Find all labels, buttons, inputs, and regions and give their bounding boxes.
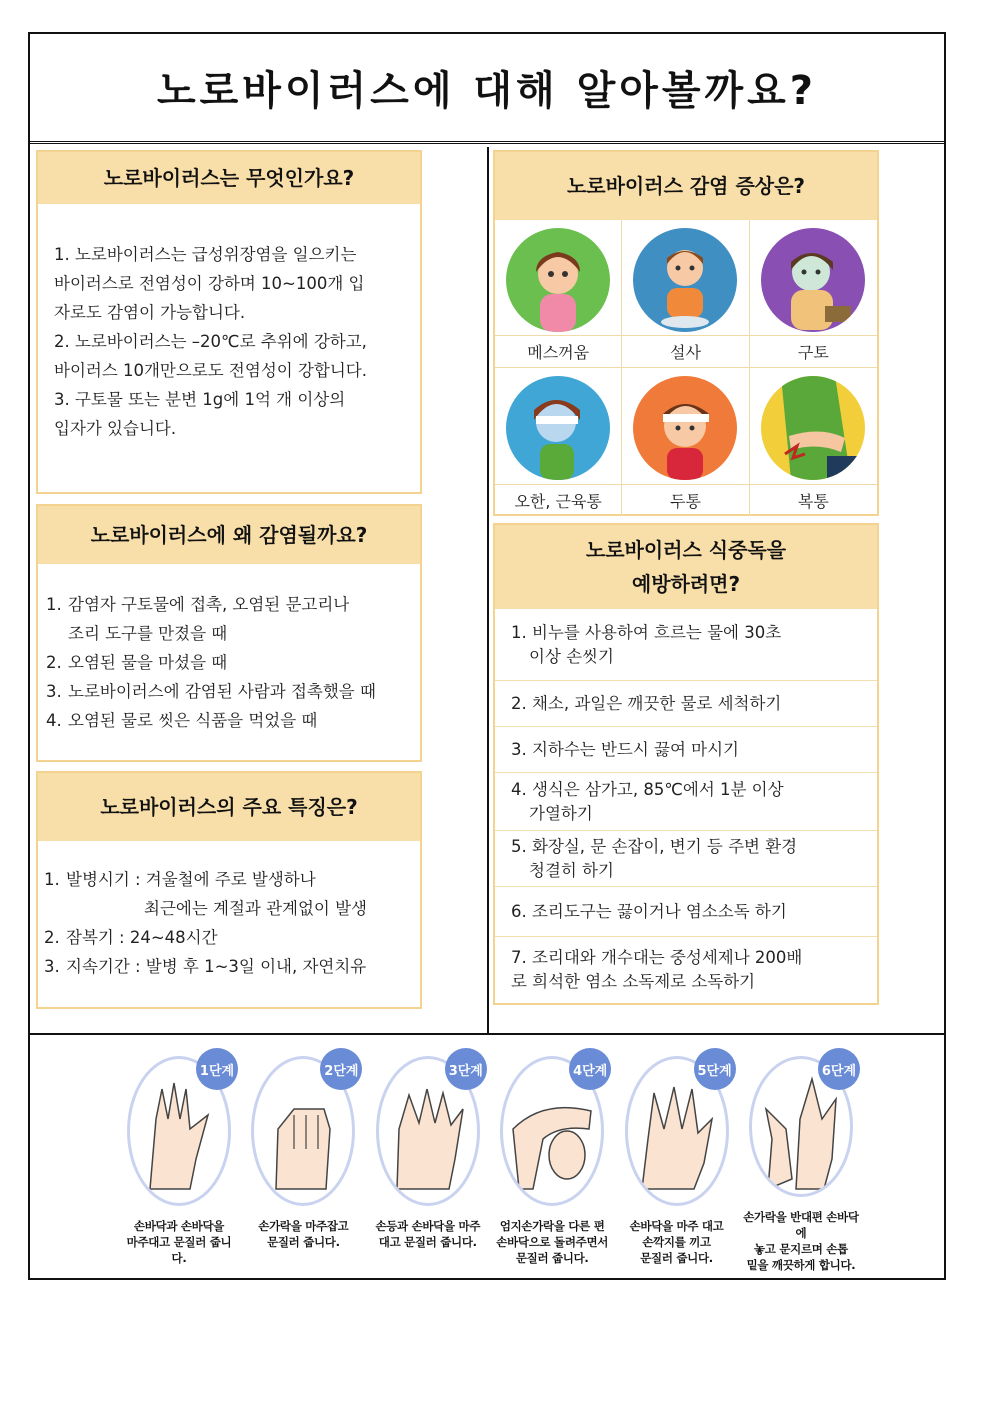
step-caption bbox=[496, 1218, 608, 1266]
what-line: 2. 노로바이러스는 –20℃로 추위에 강하고, bbox=[54, 332, 367, 351]
handwash-step bbox=[120, 1048, 238, 1273]
list-text: 지속기간 : 발병 후 1~3일 이내, 자연치유 bbox=[66, 957, 367, 976]
list-number: 1. bbox=[46, 595, 62, 614]
title-box bbox=[30, 34, 944, 144]
diarrhea-icon bbox=[633, 228, 737, 332]
step-badge: 4단계 bbox=[569, 1048, 611, 1090]
list-text: 오염된 물을 마셨을 때 bbox=[68, 653, 228, 672]
symptom-card bbox=[622, 220, 749, 368]
caption-line: 손가락을 반대편 손바닥에 bbox=[743, 1210, 859, 1240]
what-line: 바이러스로 전염성이 강하며 10~100개 입 bbox=[54, 274, 365, 293]
prevention-text: 청결히 하기 bbox=[529, 860, 614, 880]
why-infected-heading: 노로바이러스에 왜 감염될까요? bbox=[38, 506, 420, 564]
handwash-steps bbox=[120, 1048, 860, 1273]
caption-line: 마주대고 문질러 줍니다. bbox=[126, 1235, 232, 1265]
step-badge: 6단계 bbox=[818, 1048, 860, 1090]
step-badge: 3단계 bbox=[445, 1048, 487, 1090]
prevention-text: 3. 지하수는 반드시 끓여 마시기 bbox=[511, 739, 739, 759]
prevention-item bbox=[495, 887, 877, 937]
caption-line: 놓고 문지르며 손톱 bbox=[754, 1242, 848, 1256]
prevention-text: 5. 화장실, 문 손잡이, 변기 등 주변 환경 bbox=[511, 836, 798, 856]
caption-line: 대고 문질러 줍니다. bbox=[378, 1235, 477, 1249]
list-text: 노로바이러스에 감염된 사람과 접촉했을 때 bbox=[68, 682, 376, 701]
symptom-label: 복통 bbox=[750, 484, 877, 516]
prevention-heading bbox=[495, 525, 877, 609]
list-number: 3. bbox=[46, 682, 62, 701]
prevention-item bbox=[495, 831, 877, 887]
what-line: 1. 노로바이러스는 급성위장염을 일으키는 bbox=[54, 245, 357, 264]
caption-line: 문질러 줍니다. bbox=[515, 1251, 589, 1265]
step-caption bbox=[375, 1218, 480, 1250]
prevention-text: 2. 채소, 과일은 깨끗한 물로 세척하기 bbox=[511, 693, 782, 713]
list-text: 조리 도구를 만졌을 때 bbox=[68, 624, 228, 643]
what-is-box bbox=[36, 150, 422, 494]
symptom-card bbox=[750, 368, 877, 516]
list-item bbox=[46, 706, 412, 735]
list-text: 감염자 구토물에 접촉, 오염된 문고리나 bbox=[68, 595, 350, 614]
section-divider bbox=[30, 1033, 944, 1035]
stomachache-icon bbox=[761, 376, 865, 480]
list-item bbox=[46, 677, 412, 706]
list-number: 1. bbox=[44, 870, 60, 889]
prevention-item bbox=[495, 609, 877, 681]
handwash-step bbox=[742, 1048, 860, 1273]
symptoms-heading: 노로바이러스 감염 증상은? bbox=[495, 152, 877, 220]
caption-line: 손깍지를 끼고 bbox=[642, 1235, 711, 1249]
features-box bbox=[36, 771, 422, 1009]
nausea-icon bbox=[506, 228, 610, 332]
list-number: 2. bbox=[46, 653, 62, 672]
symptom-label: 설사 bbox=[622, 335, 748, 367]
symptom-card bbox=[750, 220, 877, 368]
prevention-box bbox=[493, 523, 879, 1005]
list-text: 잠복기 : 24~48시간 bbox=[66, 928, 218, 947]
caption-line: 손가락을 마주잡고 bbox=[258, 1219, 349, 1233]
list-text: 오염된 물로 씻은 식품을 먹었을 때 bbox=[68, 711, 318, 730]
list-item bbox=[44, 952, 416, 981]
handwash-step bbox=[369, 1048, 487, 1273]
caption-line: 밑을 깨끗하게 합니다. bbox=[746, 1258, 856, 1272]
what-line: 바이러스 10개만으로도 전염성이 강합니다. bbox=[54, 361, 367, 380]
symptom-card bbox=[622, 368, 749, 516]
step-caption bbox=[630, 1218, 724, 1266]
list-item bbox=[44, 923, 416, 952]
what-line: 입자가 있습니다. bbox=[54, 419, 177, 438]
caption-line: 손바닥과 손바닥을 bbox=[133, 1219, 225, 1233]
prevention-text: 7. 조리대와 개수대는 중성세제나 200배 bbox=[511, 948, 803, 967]
step-badge: 2단계 bbox=[320, 1048, 362, 1090]
step-badge: 1단계 bbox=[196, 1048, 238, 1090]
list-text: 최근에는 계절과 관계없이 발생 bbox=[144, 899, 367, 918]
prevention-heading-line: 노로바이러스 식중독을 bbox=[585, 538, 787, 562]
handwash-step bbox=[493, 1048, 611, 1273]
step-caption bbox=[120, 1218, 238, 1266]
list-item bbox=[46, 590, 412, 648]
handwash-step bbox=[244, 1048, 362, 1273]
caption-line: 손등과 손바닥을 마주 bbox=[375, 1219, 481, 1233]
page-title: 노로바이러스에 대해 알아볼까요? bbox=[156, 68, 817, 114]
caption-line: 엄지손가락을 다른 편 bbox=[499, 1219, 605, 1233]
caption-line: 손바닥으로 돌려주면서 bbox=[496, 1235, 609, 1249]
step-badge: 5단계 bbox=[694, 1048, 736, 1090]
chills-icon bbox=[506, 376, 610, 480]
features-body bbox=[38, 841, 420, 981]
caption-line: 문질러 줍니다. bbox=[640, 1251, 713, 1265]
list-text: 발병시기 : 겨울철에 주로 발생하나 bbox=[66, 870, 316, 889]
what-line: 자로도 감염이 가능합니다. bbox=[54, 303, 246, 322]
column-divider bbox=[487, 147, 489, 1034]
prevention-item bbox=[495, 727, 877, 773]
what-is-heading: 노로바이러스는 무엇인가요? bbox=[38, 152, 420, 204]
step-caption bbox=[258, 1218, 348, 1250]
prevention-item bbox=[495, 937, 877, 1003]
prevention-text: 로 희석한 염소 소독제로 소독하기 bbox=[511, 972, 756, 991]
list-number: 3. bbox=[44, 957, 60, 976]
prevention-item bbox=[495, 681, 877, 727]
features-heading: 노로바이러스의 주요 특징은? bbox=[38, 773, 420, 841]
prevention-item bbox=[495, 773, 877, 831]
symptom-label: 메스꺼움 bbox=[495, 335, 621, 367]
prevention-text: 4. 생식은 삼가고, 85℃에서 1분 이상 bbox=[511, 779, 784, 799]
prevention-text: 1. 비누를 사용하여 흐르는 물에 30초 bbox=[511, 622, 782, 642]
handwash-step bbox=[618, 1048, 736, 1273]
headache-icon bbox=[633, 376, 737, 480]
list-item bbox=[44, 865, 416, 923]
prevention-text: 6. 조리도구는 끓이거나 염소소독 하기 bbox=[511, 901, 787, 921]
symptoms-box bbox=[493, 150, 879, 516]
symptom-card bbox=[495, 220, 622, 368]
symptoms-grid bbox=[495, 220, 877, 516]
symptom-label: 구토 bbox=[750, 335, 877, 367]
prevention-text: 가열하기 bbox=[529, 803, 593, 823]
vomiting-icon bbox=[761, 228, 865, 332]
list-item bbox=[46, 648, 412, 677]
symptom-card bbox=[495, 368, 622, 516]
prevention-heading-line: 예방하려면? bbox=[631, 572, 741, 596]
why-infected-body bbox=[38, 564, 420, 735]
symptom-label: 오한, 근육통 bbox=[495, 484, 621, 516]
prevention-text: 이상 손씻기 bbox=[529, 646, 614, 666]
caption-line: 손바닥을 마주 대고 bbox=[629, 1219, 724, 1233]
step-caption bbox=[742, 1209, 860, 1273]
why-infected-box bbox=[36, 504, 422, 762]
what-is-body bbox=[38, 204, 420, 443]
list-number: 2. bbox=[44, 928, 60, 947]
caption-line: 문질러 줍니다. bbox=[267, 1235, 340, 1249]
symptom-label: 두통 bbox=[622, 484, 748, 516]
list-number: 4. bbox=[46, 711, 62, 730]
what-line: 3. 구토물 또는 분변 1g에 1억 개 이상의 bbox=[54, 390, 346, 409]
